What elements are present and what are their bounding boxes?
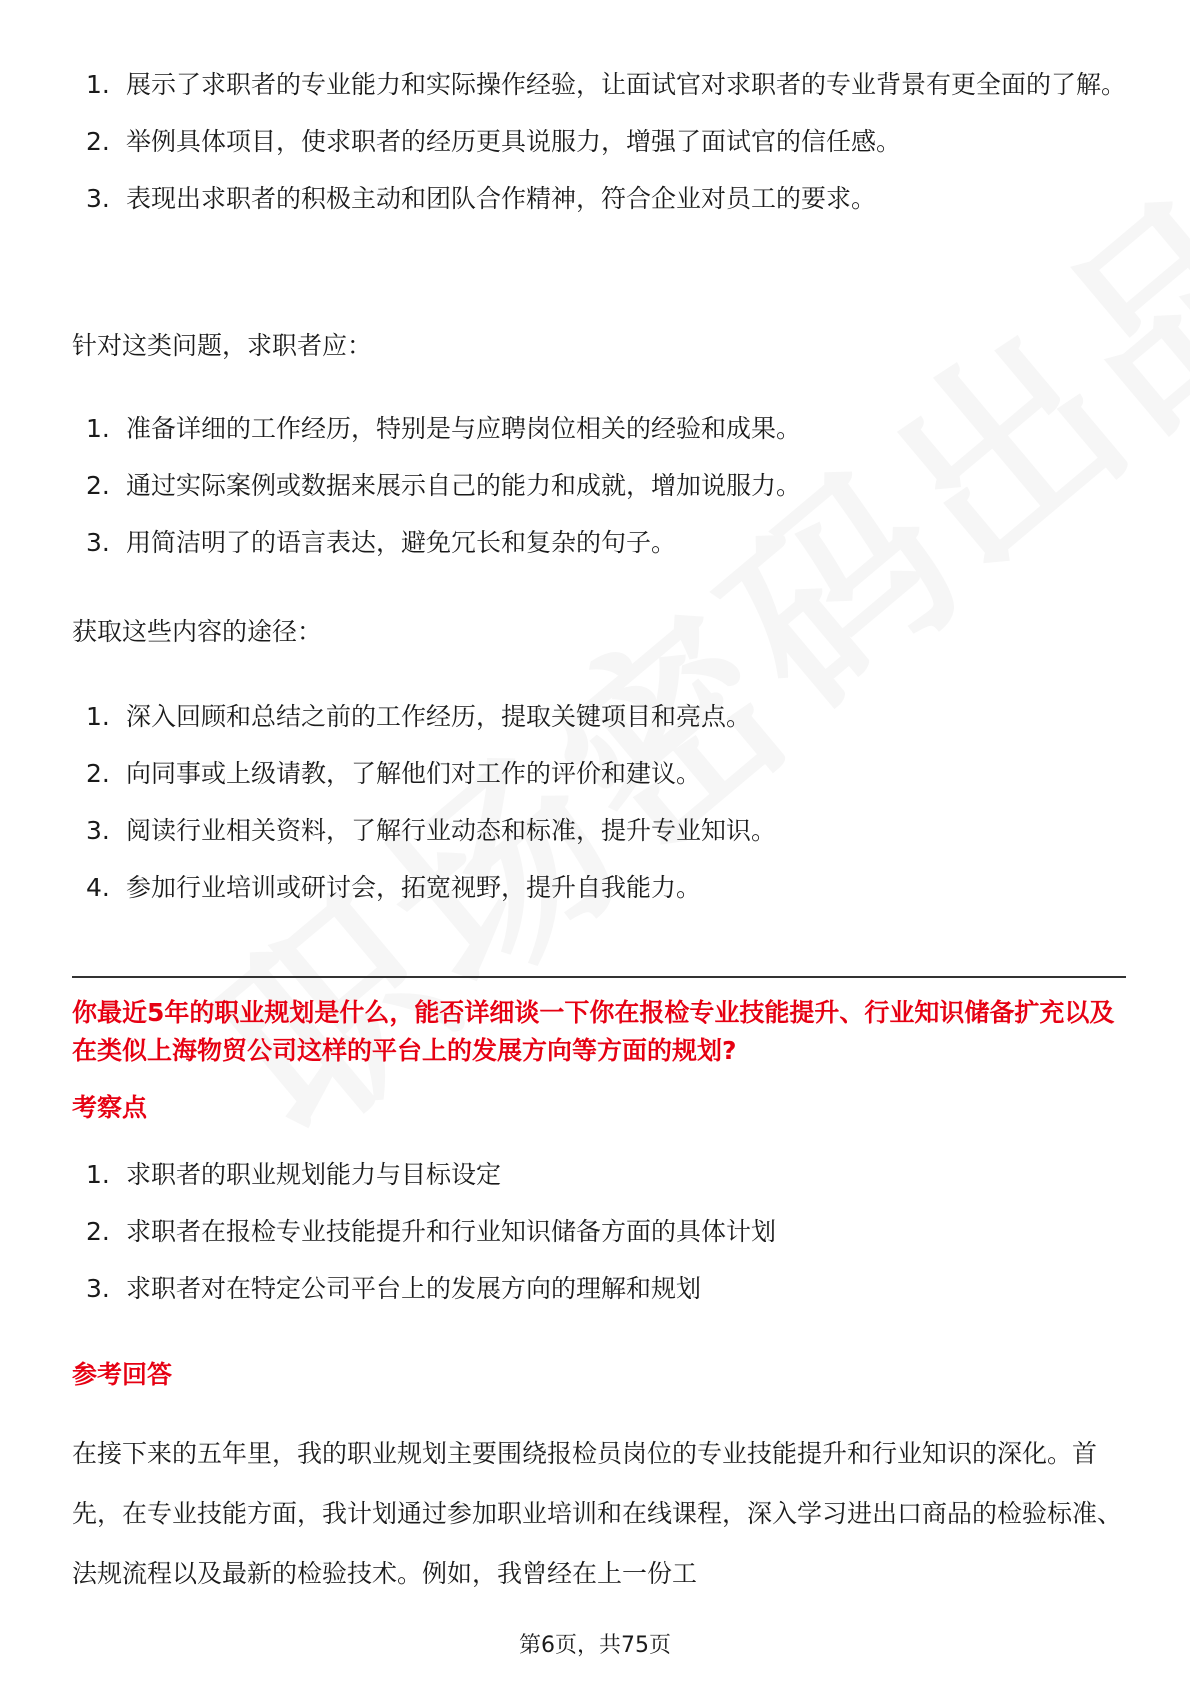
list-item: [86, 1203, 1126, 1260]
interview-question: 你最近5年的职业规划是什么，能否详细谈一下你在报检专业技能提升、行业知识储备扩充以及在类似上海物贸公司这样的平台上的发展方向等方面的规划?: [72, 998, 1115, 1065]
list-item: [86, 514, 1126, 571]
advantages-list: [86, 56, 1126, 227]
list-item-text: 求职者的职业规划能力与目标设定: [126, 1160, 502, 1189]
list-item: [86, 170, 1126, 227]
list-item-text: 展示了求职者的专业能力和实际操作经验，让面试官对求职者的专业背景有更全面的了解。: [126, 70, 1127, 99]
address-intro-paragraph: 针对这类问题，求职者应：: [72, 331, 373, 360]
list-item: [86, 688, 1126, 745]
list-item-text: 求职者对在特定公司平台上的发展方向的理解和规划: [126, 1274, 702, 1303]
list-item-text: 表现出求职者的积极主动和团队合作精神，符合企业对员工的要求。: [126, 184, 877, 213]
list-item: [86, 1260, 1126, 1317]
list-item: [86, 56, 1126, 113]
list-number: 2.: [86, 471, 110, 500]
page-number-footer: 第6页，共75页: [519, 1633, 671, 1658]
list-number: 3.: [86, 528, 110, 557]
list-number: 1.: [86, 702, 110, 731]
list-item: [86, 859, 1126, 916]
list-number: 3.: [86, 1274, 110, 1303]
list-item: [86, 1146, 1126, 1203]
list-number: 4.: [86, 873, 110, 902]
list-item-text: 求职者在报检专业技能提升和行业知识储备方面的具体计划: [126, 1217, 777, 1246]
examine-points-heading: 考察点: [72, 1093, 148, 1122]
list-item-text: 阅读行业相关资料，了解行业动态和标准，提升专业知识。: [126, 816, 777, 845]
list-item: [86, 745, 1126, 802]
reference-answer-heading: 参考回答: [72, 1360, 173, 1389]
list-item: [86, 400, 1126, 457]
sources-list: [86, 688, 1126, 916]
list-number: 1.: [86, 70, 110, 99]
list-item-text: 向同事或上级请教，了解他们对工作的评价和建议。: [126, 759, 702, 788]
list-item-text: 参加行业培训或研讨会，拓宽视野，提升自我能力。: [126, 873, 702, 902]
list-item-text: 用简洁明了的语言表达，避免冗长和复杂的句子。: [126, 528, 677, 557]
list-item: [86, 457, 1126, 514]
list-number: 2.: [86, 759, 110, 788]
sources-intro-paragraph: 获取这些内容的途径：: [72, 617, 323, 646]
list-number: 1.: [86, 1160, 110, 1189]
list-number: 3.: [86, 184, 110, 213]
list-number: 3.: [86, 816, 110, 845]
examine-points-list: [86, 1146, 1126, 1317]
address-list: [86, 400, 1126, 571]
section-divider: [72, 976, 1126, 978]
list-number: 2.: [86, 1217, 110, 1246]
list-item-text: 举例具体项目，使求职者的经历更具说服力，增强了面试官的信任感。: [126, 127, 902, 156]
list-number: 2.: [86, 127, 110, 156]
reference-answer-text: 在接下来的五年里，我的职业规划主要围绕报检员岗位的专业技能提升和行业知识的深化。首先，在专业技能方面，我计划通过参加职业培训和在线课程，深入学习进出口商品的检验标准、法规流程以及最新的检验技术。例如，我曾经在上一份工: [72, 1439, 1123, 1588]
list-item-text: 准备详细的工作经历，特别是与应聘岗位相关的经验和成果。: [126, 414, 802, 443]
list-item-text: 通过实际案例或数据来展示自己的能力和成就，增加说服力。: [126, 471, 802, 500]
list-number: 1.: [86, 414, 110, 443]
list-item-text: 深入回顾和总结之前的工作经历，提取关键项目和亮点。: [126, 702, 752, 731]
list-item: [86, 113, 1126, 170]
list-item: [86, 802, 1126, 859]
